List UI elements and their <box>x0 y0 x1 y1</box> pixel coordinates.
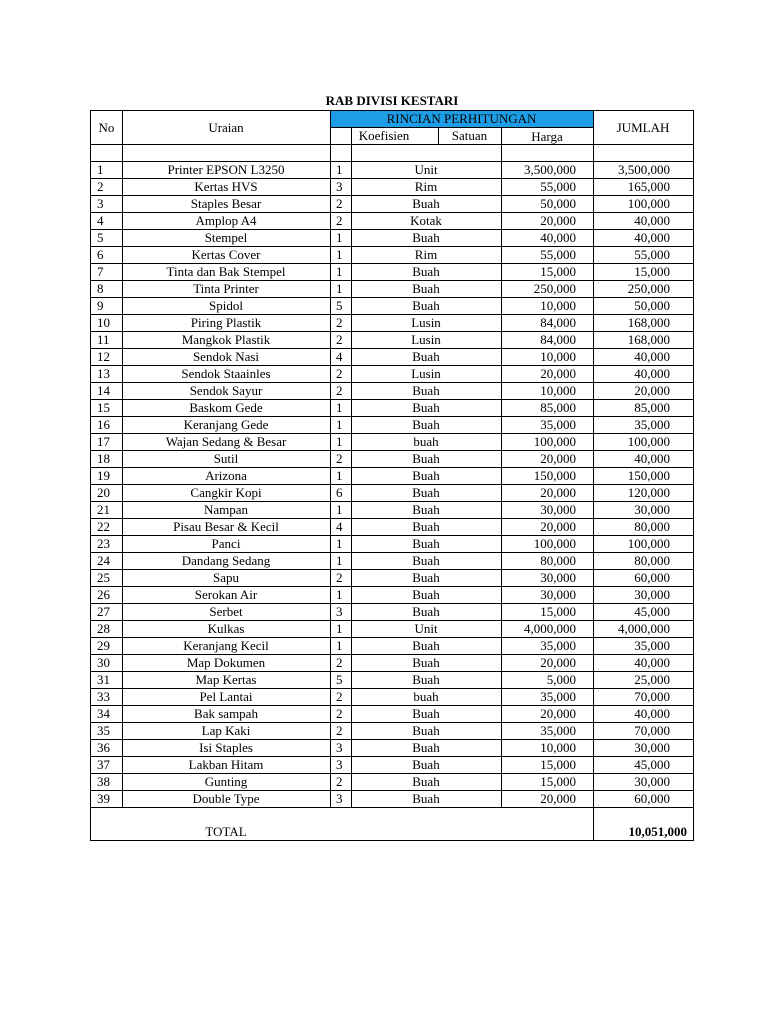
row-koefisien: 5 <box>336 672 343 687</box>
row-no: 29 <box>97 638 110 653</box>
row-no: 16 <box>97 417 110 432</box>
row-uraian: Sapu <box>213 570 239 585</box>
row-koefisien: 2 <box>336 689 343 704</box>
row-harga: 40,000 <box>540 230 576 245</box>
row-uraian: Panci <box>211 536 241 551</box>
row-uraian: Stempel <box>204 230 248 245</box>
row-koefisien: 2 <box>336 366 343 381</box>
row-no: 37 <box>97 757 110 772</box>
row-no: 23 <box>97 536 110 551</box>
row-harga: 20,000 <box>540 706 576 721</box>
row-no: 19 <box>97 468 110 483</box>
row-jumlah: 40,000 <box>634 366 670 381</box>
row-harga: 150,000 <box>533 468 576 483</box>
row-uraian: Kulkas <box>207 621 245 636</box>
total-label: TOTAL <box>205 824 247 839</box>
row-uraian: Bak sampah <box>194 706 258 721</box>
row-jumlah: 55,000 <box>634 247 670 262</box>
row-jumlah: 70,000 <box>634 689 670 704</box>
row-koefisien: 2 <box>336 570 343 585</box>
row-satuan: Lusin <box>411 366 441 381</box>
row-jumlah: 100,000 <box>627 536 670 551</box>
row-koefisien: 5 <box>336 298 343 313</box>
row-jumlah: 60,000 <box>634 791 670 806</box>
row-jumlah: 4,000,000 <box>618 621 670 636</box>
row-uraian: Kertas Cover <box>191 247 261 262</box>
row-uraian: Arizona <box>205 468 247 483</box>
row-uraian: Dandang Sedang <box>181 553 271 568</box>
row-koefisien: 6 <box>336 485 343 500</box>
row-satuan: Rim <box>414 247 438 262</box>
header-no: No <box>98 120 115 135</box>
row-satuan: Buah <box>412 281 440 296</box>
row-satuan: Buah <box>412 570 440 585</box>
row-satuan: Buah <box>412 519 440 534</box>
row-uraian: Lakban Hitam <box>188 757 264 772</box>
row-satuan: Buah <box>412 349 440 364</box>
row-no: 30 <box>97 655 110 670</box>
row-satuan: Unit <box>414 162 438 177</box>
row-koefisien: 1 <box>336 281 343 296</box>
row-no: 12 <box>97 349 110 364</box>
row-no: 7 <box>97 264 104 279</box>
row-satuan: buah <box>413 689 439 704</box>
row-no: 3 <box>97 196 104 211</box>
row-harga: 35,000 <box>540 417 576 432</box>
row-satuan: Buah <box>412 298 440 313</box>
row-uraian: Amplop A4 <box>195 213 257 228</box>
row-satuan: Buah <box>412 383 440 398</box>
row-koefisien: 1 <box>336 230 343 245</box>
header-koefisien: Koefisien <box>358 128 410 143</box>
row-jumlah: 60,000 <box>634 570 670 585</box>
grid-line-row <box>91 807 693 808</box>
row-satuan: Buah <box>412 723 440 738</box>
row-harga: 4,000,000 <box>524 621 576 636</box>
row-uraian: Cangkir Kopi <box>190 485 262 500</box>
row-harga: 15,000 <box>540 264 576 279</box>
row-jumlah: 35,000 <box>634 417 670 432</box>
row-koefisien: 3 <box>336 757 343 772</box>
row-harga: 5,000 <box>546 672 576 687</box>
row-satuan: Kotak <box>410 213 442 228</box>
row-satuan: Buah <box>412 706 440 721</box>
row-jumlah: 40,000 <box>634 451 670 466</box>
header-satuan: Satuan <box>451 128 488 143</box>
row-no: 9 <box>97 298 104 313</box>
row-koefisien: 1 <box>336 264 343 279</box>
row-jumlah: 80,000 <box>634 519 670 534</box>
row-uraian: Sendok Sayur <box>189 383 263 398</box>
header-rincian: RINCIAN PERHITUNGAN <box>386 111 537 126</box>
row-jumlah: 30,000 <box>634 587 670 602</box>
row-koefisien: 2 <box>336 774 343 789</box>
row-no: 20 <box>97 485 110 500</box>
row-no: 26 <box>97 587 110 602</box>
row-satuan: Lusin <box>411 315 441 330</box>
row-jumlah: 85,000 <box>634 400 670 415</box>
row-satuan: Buah <box>412 638 440 653</box>
row-uraian: Double Type <box>192 791 260 806</box>
row-jumlah: 45,000 <box>634 757 670 772</box>
row-harga: 50,000 <box>540 196 576 211</box>
row-no: 10 <box>97 315 110 330</box>
row-koefisien: 1 <box>336 400 343 415</box>
row-no: 38 <box>97 774 110 789</box>
row-jumlah: 120,000 <box>627 485 670 500</box>
row-koefisien: 4 <box>336 519 343 534</box>
row-harga: 20,000 <box>540 791 576 806</box>
row-no: 25 <box>97 570 110 585</box>
row-jumlah: 40,000 <box>634 230 670 245</box>
row-uraian: Staples Besar <box>190 196 262 211</box>
row-harga: 20,000 <box>540 213 576 228</box>
row-jumlah: 150,000 <box>627 468 670 483</box>
row-uraian: Printer EPSON L3250 <box>167 162 285 177</box>
row-koefisien: 3 <box>336 791 343 806</box>
row-harga: 15,000 <box>540 757 576 772</box>
row-jumlah: 100,000 <box>627 434 670 449</box>
row-satuan: Buah <box>412 264 440 279</box>
row-satuan: Buah <box>412 536 440 551</box>
row-harga: 35,000 <box>540 638 576 653</box>
row-satuan: Buah <box>412 451 440 466</box>
row-uraian: Pel Lantai <box>199 689 253 704</box>
row-no: 27 <box>97 604 110 619</box>
row-koefisien: 3 <box>336 179 343 194</box>
row-koefisien: 1 <box>336 502 343 517</box>
row-harga: 20,000 <box>540 451 576 466</box>
row-harga: 35,000 <box>540 723 576 738</box>
row-no: 14 <box>97 383 110 398</box>
row-harga: 30,000 <box>540 587 576 602</box>
row-satuan: Buah <box>412 417 440 432</box>
row-harga: 20,000 <box>540 519 576 534</box>
row-satuan: Buah <box>412 604 440 619</box>
row-koefisien: 1 <box>336 162 343 177</box>
row-harga: 30,000 <box>540 502 576 517</box>
row-no: 8 <box>97 281 104 296</box>
row-satuan: Buah <box>412 791 440 806</box>
total-value: 10,051,000 <box>628 824 687 839</box>
row-jumlah: 50,000 <box>634 298 670 313</box>
row-no: 15 <box>97 400 110 415</box>
row-harga: 15,000 <box>540 604 576 619</box>
row-no: 34 <box>97 706 110 721</box>
header-uraian: Uraian <box>208 120 244 135</box>
row-no: 33 <box>97 689 110 704</box>
row-harga: 100,000 <box>533 434 576 449</box>
row-jumlah: 45,000 <box>634 604 670 619</box>
row-no: 11 <box>97 332 110 347</box>
row-no: 5 <box>97 230 104 245</box>
row-harga: 10,000 <box>540 298 576 313</box>
row-satuan: Buah <box>412 485 440 500</box>
row-jumlah: 168,000 <box>627 315 670 330</box>
row-uraian: Wajan Sedang & Besar <box>165 434 287 449</box>
row-koefisien: 1 <box>336 417 343 432</box>
row-koefisien: 2 <box>336 213 343 228</box>
row-no: 31 <box>97 672 110 687</box>
row-koefisien: 2 <box>336 706 343 721</box>
row-uraian: Keranjang Gede <box>183 417 269 432</box>
row-satuan: Buah <box>412 502 440 517</box>
row-koefisien: 1 <box>336 434 343 449</box>
row-satuan: Buah <box>412 774 440 789</box>
row-satuan: Buah <box>412 655 440 670</box>
row-jumlah: 35,000 <box>634 638 670 653</box>
header-harga: Harga <box>531 129 563 144</box>
grid-line-header-bottom <box>91 144 693 145</box>
row-satuan: Buah <box>412 740 440 755</box>
row-uraian: Mangkok Plastik <box>181 332 271 347</box>
row-jumlah: 100,000 <box>627 196 670 211</box>
row-koefisien: 3 <box>336 604 343 619</box>
row-no: 4 <box>97 213 104 228</box>
row-uraian: Map Dokumen <box>186 655 266 670</box>
row-jumlah: 30,000 <box>634 774 670 789</box>
row-uraian: Spidol <box>209 298 243 313</box>
row-uraian: Gunting <box>204 774 248 789</box>
row-no: 28 <box>97 621 110 636</box>
row-satuan: Buah <box>412 553 440 568</box>
row-uraian: Serbet <box>209 604 243 619</box>
row-jumlah: 250,000 <box>627 281 670 296</box>
row-jumlah: 3,500,000 <box>618 162 670 177</box>
row-uraian: Lap Kaki <box>201 723 251 738</box>
row-koefisien: 1 <box>336 553 343 568</box>
row-harga: 10,000 <box>540 349 576 364</box>
row-koefisien: 2 <box>336 196 343 211</box>
row-jumlah: 70,000 <box>634 723 670 738</box>
row-harga: 80,000 <box>540 553 576 568</box>
row-harga: 35,000 <box>540 689 576 704</box>
row-harga: 20,000 <box>540 485 576 500</box>
row-no: 35 <box>97 723 110 738</box>
row-jumlah: 20,000 <box>634 383 670 398</box>
row-jumlah: 15,000 <box>634 264 670 279</box>
row-uraian: Tinta Printer <box>193 281 259 296</box>
row-uraian: Map Kertas <box>195 672 257 687</box>
row-no: 24 <box>97 553 110 568</box>
row-uraian: Keranjang Kecil <box>183 638 269 653</box>
row-uraian: Kertas HVS <box>194 179 258 194</box>
row-no: 17 <box>97 434 110 449</box>
row-jumlah: 40,000 <box>634 655 670 670</box>
row-uraian: Tinta dan Bak Stempel <box>166 264 286 279</box>
row-satuan: Buah <box>412 196 440 211</box>
header-jumlah: JUMLAH <box>616 120 670 135</box>
row-satuan: Lusin <box>411 332 441 347</box>
row-koefisien: 2 <box>336 451 343 466</box>
row-harga: 55,000 <box>540 247 576 262</box>
row-satuan: Buah <box>412 757 440 772</box>
row-uraian: Sendok Staainles <box>181 366 271 381</box>
row-harga: 100,000 <box>533 536 576 551</box>
row-koefisien: 3 <box>336 740 343 755</box>
row-jumlah: 165,000 <box>627 179 670 194</box>
row-uraian: Serokan Air <box>194 587 258 602</box>
row-koefisien: 2 <box>336 383 343 398</box>
row-koefisien: 2 <box>336 315 343 330</box>
row-harga: 30,000 <box>540 570 576 585</box>
row-no: 39 <box>97 791 110 806</box>
row-satuan: Unit <box>414 621 438 636</box>
row-koefisien: 1 <box>336 621 343 636</box>
row-uraian: Sendok Nasi <box>192 349 260 364</box>
row-satuan: Buah <box>412 672 440 687</box>
row-harga: 15,000 <box>540 774 576 789</box>
row-harga: 85,000 <box>540 400 576 415</box>
row-no: 6 <box>97 247 104 262</box>
row-satuan: buah <box>413 434 439 449</box>
row-harga: 3,500,000 <box>524 162 576 177</box>
row-jumlah: 25,000 <box>634 672 670 687</box>
row-uraian: Piring Plastik <box>190 315 262 330</box>
row-no: 36 <box>97 740 110 755</box>
row-koefisien: 1 <box>336 638 343 653</box>
row-no: 1 <box>97 162 104 177</box>
row-uraian: Nampan <box>203 502 249 517</box>
row-koefisien: 1 <box>336 587 343 602</box>
row-no: 13 <box>97 366 110 381</box>
row-harga: 10,000 <box>540 383 576 398</box>
row-koefisien: 1 <box>336 247 343 262</box>
row-harga: 55,000 <box>540 179 576 194</box>
row-jumlah: 30,000 <box>634 502 670 517</box>
row-jumlah: 80,000 <box>634 553 670 568</box>
row-harga: 10,000 <box>540 740 576 755</box>
row-harga: 250,000 <box>533 281 576 296</box>
row-no: 21 <box>97 502 110 517</box>
row-satuan: Buah <box>412 230 440 245</box>
row-satuan: Rim <box>414 179 438 194</box>
row-jumlah: 168,000 <box>627 332 670 347</box>
row-no: 22 <box>97 519 110 534</box>
row-koefisien: 1 <box>336 536 343 551</box>
row-satuan: Buah <box>412 468 440 483</box>
row-koefisien: 2 <box>336 723 343 738</box>
grid-line-uraian <box>330 111 331 807</box>
document-title: RAB DIVISI KESTARI <box>325 93 459 108</box>
row-koefisien: 1 <box>336 468 343 483</box>
row-no: 2 <box>97 179 104 194</box>
row-harga: 84,000 <box>540 315 576 330</box>
row-jumlah: 40,000 <box>634 706 670 721</box>
row-uraian: Baskom Gede <box>189 400 263 415</box>
row-harga: 84,000 <box>540 332 576 347</box>
row-jumlah: 40,000 <box>634 213 670 228</box>
row-jumlah: 40,000 <box>634 349 670 364</box>
row-uraian: Sutil <box>213 451 239 466</box>
row-uraian: Isi Staples <box>199 740 253 755</box>
row-koefisien: 4 <box>336 349 343 364</box>
budget-table <box>90 110 694 841</box>
row-jumlah: 30,000 <box>634 740 670 755</box>
row-no: 18 <box>97 451 110 466</box>
row-satuan: Buah <box>412 587 440 602</box>
row-koefisien: 2 <box>336 655 343 670</box>
row-uraian: Pisau Besar & Kecil <box>173 519 279 534</box>
row-harga: 20,000 <box>540 366 576 381</box>
row-harga: 20,000 <box>540 655 576 670</box>
row-satuan: Buah <box>412 400 440 415</box>
row-koefisien: 2 <box>336 332 343 347</box>
